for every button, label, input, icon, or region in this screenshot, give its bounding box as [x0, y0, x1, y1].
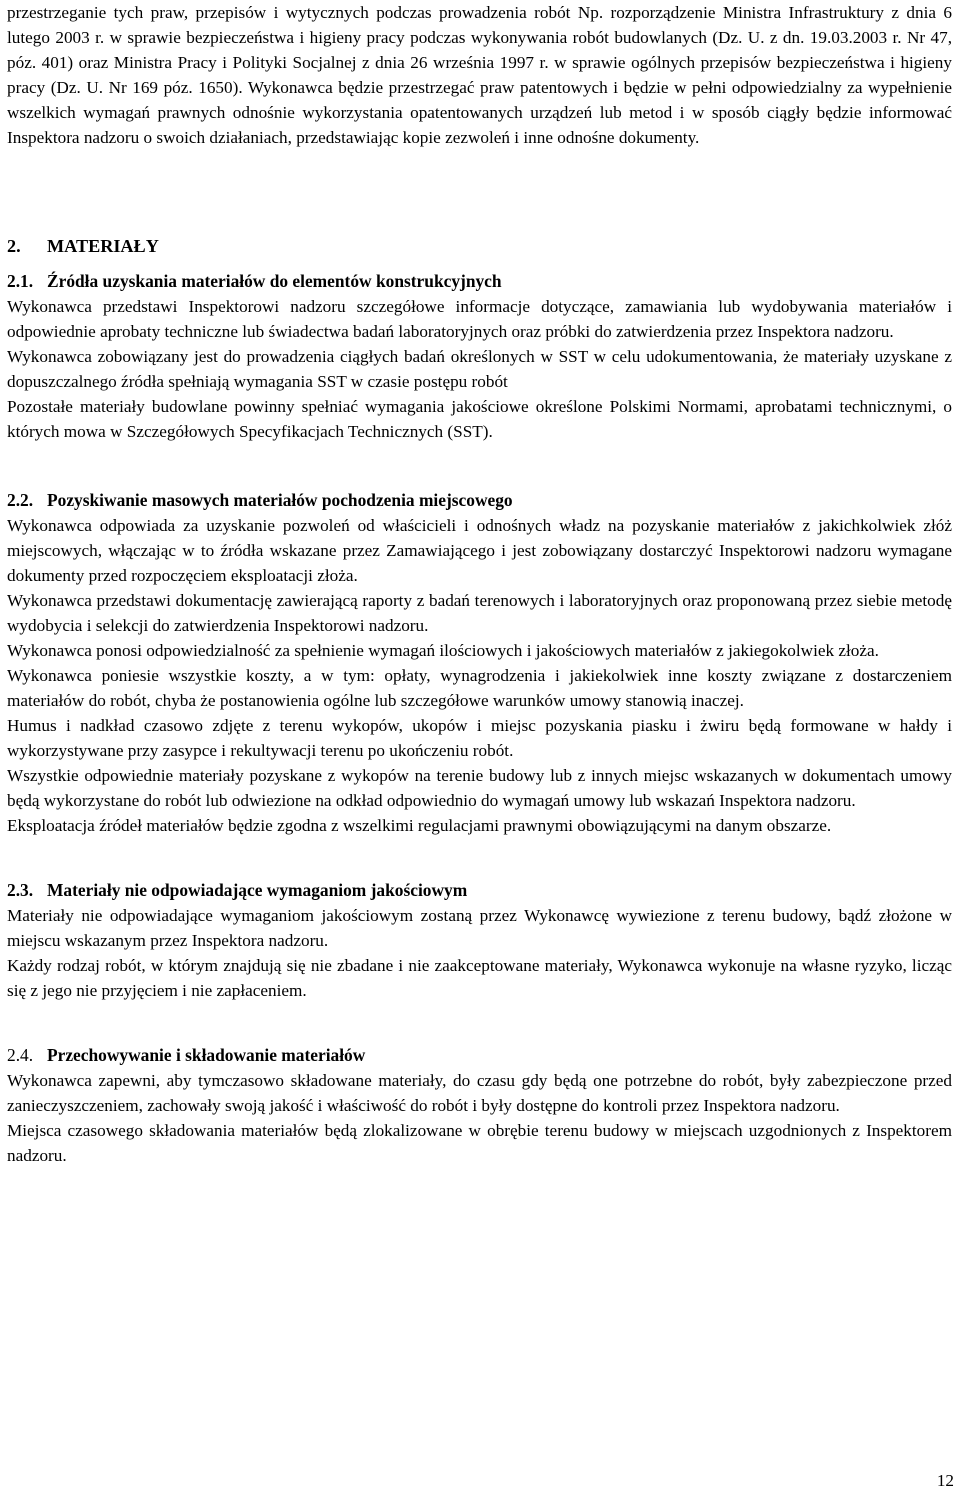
- paragraph: Wykonawca przedstawi Inspektorowi nadzoru szczegółowe informacje dotyczące, zamawiania lub wydobywania materiałów i odpowiednie aprobaty techniczne lub świadectwa badań laboratoryjnych oraz próbki do zatwierdzenia przez Inspektora nadzoru.: [7, 297, 952, 341]
- paragraph: Wykonawca zobowiązany jest do prowadzenia ciągłych badań określonych w SST w celu udokumentowania, że materiały uzyskane z dopuszczalnego źródła spełniają wymagania SST w czasie postępu robót: [7, 347, 952, 391]
- subsection-heading: [7, 488, 952, 513]
- paragraph: Wykonawca odpowiada za uzyskanie pozwoleń od właścicieli i odnośnych władz na pozyskanie materiałów z jakichkolwiek złóż miejscowych, włączając w to źródła wskazane przez Zamawiającego i jest zobowiązany dostarczyć Inspektorowi nadzoru wymagane dokumenty przed rozpoczęciem eksploatacji złoża.: [7, 516, 952, 585]
- paragraph: Pozostałe materiały budowlane powinny spełniać wymagania jakościowe określone Polskimi Normami, aprobatami technicznymi, o których mowa w Szczegółowych Specyfikacjach Technicznych (SST).: [7, 397, 952, 441]
- section-number: 2.: [7, 236, 21, 256]
- paragraph: Każdy rodzaj robót, w którym znajdują się nie zbadane i nie zaakceptowane materiały, Wykonawca wykonuje na własne ryzyko, licząc się z jego nie przyjęciem i nie zapłaceniem.: [7, 956, 952, 1000]
- paragraph: Wszystkie odpowiednie materiały pozyskane z wykopów na terenie budowy lub z innych miejsc wskazanych w dokumentach umowy będą wykorzystane do robót lub odwiezione na odkład odpowiednio do wymagań umowy lub wskazań Inspektora nadzoru.: [7, 766, 952, 810]
- subsection-title: Przechowywanie i składowanie materiałów: [47, 1045, 366, 1065]
- paragraph: Miejsca czasowego składowania materiałów będą zlokalizowane w obrębie terenu budowy w miejscach uzgodnionych z Inspektorem nadzoru.: [7, 1121, 952, 1165]
- subsection-number: 2.1.: [7, 271, 34, 291]
- subsection-2-1: [7, 269, 952, 444]
- paragraph: Wykonawca przedstawi dokumentację zawierającą raporty z badań terenowych i laboratoryjnych oraz proponowaną przez siebie metodę wydobycia i selekcji do zatwierdzenia Inspektorowi nadzoru.: [7, 591, 952, 635]
- subsection-title: Materiały nie odpowiadające wymaganiom jakościowym: [47, 880, 468, 900]
- subsection-number: 2.2.: [7, 490, 34, 510]
- section-title: MATERIAŁY: [47, 236, 159, 256]
- paragraph: Materiały nie odpowiadające wymaganiom jakościowym zostaną przez Wykonawcę wywiezione z terenu budowy, bądź złożone w miejscu wskazanym przez Inspektora nadzoru.: [7, 906, 952, 950]
- subsection-number: 2.3.: [7, 880, 34, 900]
- subsection-heading: [7, 269, 952, 294]
- subsection-number: 2.4.: [7, 1045, 34, 1065]
- page-number: 12: [936, 1471, 954, 1490]
- paragraph: Wykonawca poniesie wszystkie koszty, a w tym: opłaty, wynagrodzenia i jakiekolwiek inne koszty związane z dostarczeniem materiałów do robót, chyba że postanowienia ogólne lub szczegółowe warunków umowy stanowią inaczej.: [7, 666, 952, 710]
- subsection-2-3: [7, 878, 952, 1003]
- subsection-heading: [7, 1043, 952, 1068]
- subsection-2-2: [7, 488, 952, 838]
- paragraph: Wykonawca zapewni, aby tymczasowo składowane materiały, do czasu gdy będą one potrzebne do robót, były zabezpieczone przed zanieczyszczeniem, zachowały swoją jakość i właściwość do robót i były dostępne do kontroli przez Inspektora nadzoru.: [7, 1071, 952, 1115]
- paragraph: Wykonawca ponosi odpowiedzialność za spełnienie wymagań ilościowych i jakościowych materiałów z jakiegokolwiek złoża.: [7, 641, 879, 660]
- subsection-title: Źródła uzyskania materiałów do elementów konstrukcyjnych: [47, 271, 502, 291]
- intro-paragraph: przestrzeganie tych praw, przepisów i wytycznych podczas prowadzenia robót Np. rozporządzenie Ministra Infrastruktury z dnia 6 lutego 2003 r. w sprawie bezpieczeństwa i higieny pracy podczas wykonywania robót budowlanych (Dz. U. z dn. 19.03.2003 r. Nr 47, póz. 401) oraz Ministra Pracy i Polityki Socjalnej z dnia 26 września 1997 r. w sprawie ogólnych przepisów bezpieczeństwa i higieny pracy (Dz. U. Nr 169 póz. 1650). Wykonawca będzie przestrzegać praw patentowych i będzie w pełni odpowiedzialny za wypełnienie wszelkich wymagań prawnych odnośnie wykorzystania opatentowanych urządzeń lub metod i w sposób ciągły będzie informować Inspektora nadzoru o swoich działaniach, przedstawiając kopie zezwoleń i inne odnośne dokumenty.: [7, 3, 952, 147]
- subsection-heading: [7, 878, 952, 903]
- section-heading: [7, 234, 952, 259]
- subsection-title: Pozyskiwanie masowych materiałów pochodzenia miejscowego: [47, 490, 513, 510]
- document-page: [7, 0, 952, 1168]
- paragraph: Humus i nadkład czasowo zdjęte z terenu wykopów, ukopów i miejsc pozyskania piasku i żwiru będą formowane w hałdy i wykorzystywane przy zasypce i rekultywacji terenu po ukończeniu robót.: [7, 716, 952, 760]
- subsection-2-4: [7, 1043, 952, 1168]
- paragraph: Eksploatacja źródeł materiałów będzie zgodna z wszelkimi regulacjami prawnymi obowiązującymi na danym obszarze.: [7, 816, 832, 835]
